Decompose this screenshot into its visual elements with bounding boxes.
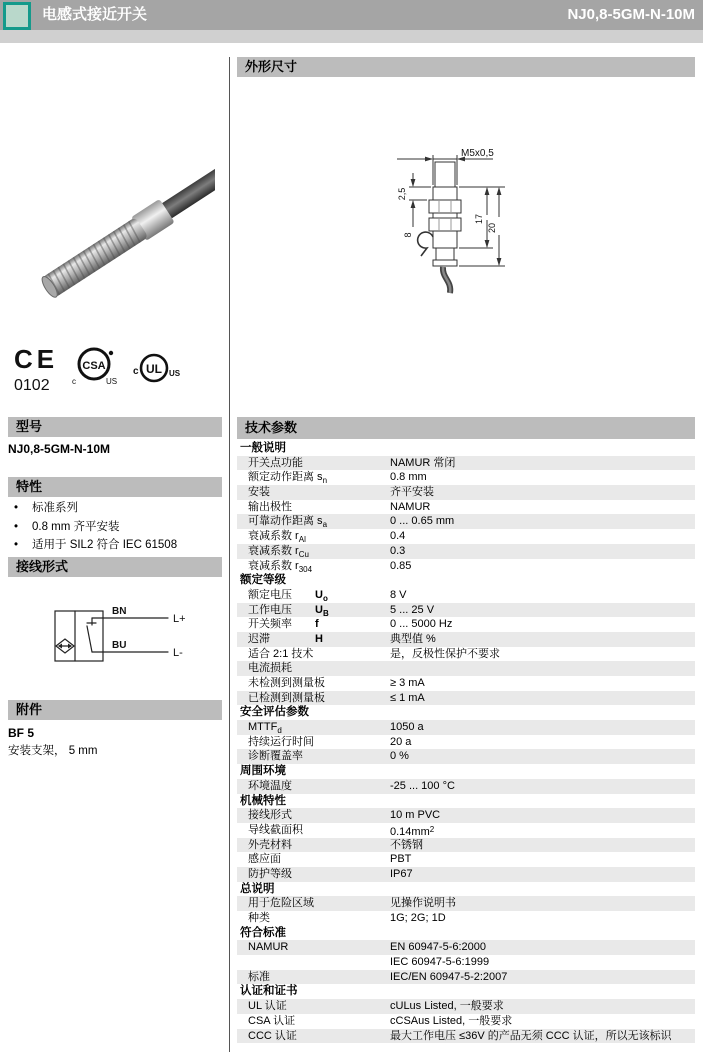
table-subsection-header: 额定等级 [240,574,286,587]
row-value: IEC 60947-5-6:1999 [390,956,490,969]
bullet-icon: • [14,539,19,551]
row-label: NAMUR [248,941,289,954]
table-row [237,647,695,662]
table-subsection-header: 符合标准 [240,926,286,939]
row-label [248,955,390,970]
row-value: EN 60947-5-6:2000 [390,941,487,954]
table-subsection-header: 机械特性 [240,794,286,807]
row-label: 衰减系数 $r_{Cu}$ [248,544,309,559]
svg-text:0102: 0102 [14,377,50,394]
row-label: 安装 [248,486,270,499]
table-row [237,940,695,955]
row-value: 齐平安装 [390,486,434,499]
dim-17-label: 17 [474,213,484,225]
svg-text:c: c [133,366,139,377]
row-label: $MTTF_d$ [248,721,282,736]
row-value: PBT [390,853,412,866]
dim-wrench-size-label: 8 [403,232,413,238]
table-row [237,632,695,647]
row-label: 种类 [248,912,270,924]
row-value: 是，反极性保护不要求 [390,647,500,660]
row-value: 8 V [390,588,407,601]
row-value: 见操作说明书 [390,897,456,910]
dim-thread-label: M5x0,5 [461,148,494,159]
row-label: 额定电压 $U_o$ [248,588,390,603]
tech-section-header: 技术参数 [237,417,695,439]
accessories-section-header: 附件 [8,700,222,720]
table-row [237,823,695,838]
row-value: 20 a [390,735,412,748]
row-value: 1G; 2G; 1D [390,912,446,924]
row-value: ≤ 1 mA [390,691,425,704]
product-photo [10,60,215,335]
feature-item: • 适用于 SIL2 符合 IEC 61508 [8,536,222,555]
row-value: -25 ... 100 °C [390,779,455,792]
certification-logos [8,338,222,398]
row-value: 最大工作电压 ≤36V 的产品无须 CCC 认证，所以无该标识 [390,1029,672,1042]
connection-diagram [8,598,222,673]
table-row [237,867,695,882]
row-symbol: H [315,632,323,645]
ce-mark-icon [14,344,58,394]
row-value: 1050 a [390,721,424,734]
dim-2-5-label: 2,5 [397,187,407,201]
table-row [237,676,695,691]
table-subsection-header: 总说明 [240,882,275,895]
page-title: 电感式接近开关 [42,6,148,23]
row-label: 工作电压 $U_B$ [248,603,390,618]
table-row [237,838,695,853]
table-row [237,661,695,676]
table-row [237,779,695,794]
row-value [390,661,695,676]
tech-data-table [237,441,695,1043]
table-subsection-header: 认证和证书 [240,985,298,998]
connection-section-header: 接线形式 [8,557,222,577]
table-row [237,544,695,559]
wire-lplus-label: L+ [173,613,186,625]
header-model-number: NJ0,8-5GM-N-10M [567,6,695,23]
table-row [237,970,695,985]
table-row [237,808,695,823]
wire-bu-label: BU [112,640,127,651]
row-value: ≥ 3 mA [390,677,425,689]
accessory-description: 安装支架， 5 mm [8,745,98,757]
svg-text:CE: CE [14,344,59,374]
sensor-cable [159,102,215,221]
table-row [237,514,695,529]
svg-text:US: US [169,369,181,378]
row-value: IEC/EN 60947-5-2:2007 [390,970,508,983]
row-label: 已检测到测量板 [248,691,325,704]
csa-mark-icon [72,349,117,386]
row-label: 额定动作距离 $s_n$ [248,471,328,486]
row-label: 标准 [248,970,270,983]
table-row [237,691,695,706]
features-list [8,499,222,555]
row-symbol: $U_B$ [315,603,329,618]
brand-logo-icon [3,2,31,30]
row-label: 衰减系数 $r_{Al}$ [248,530,306,545]
table-row [237,500,695,515]
bullet-icon: • [14,502,19,514]
row-symbol: f [315,618,319,631]
svg-text:c: c [72,377,76,386]
row-value: 5 ... 25 V [390,603,435,616]
bullet-icon: • [14,520,19,533]
table-subsection-header: 周围环境 [240,765,286,778]
row-label: CCC 认证 [248,1029,297,1042]
row-value: NAMUR 常闭 [390,456,456,469]
model-section-header: 型号 [8,417,222,437]
table-row [237,1029,695,1044]
feature-item: • 标准系列 [8,499,222,518]
row-label: CSA 认证 [248,1014,296,1027]
table-row [237,588,695,603]
row-value: $0.14mm^2$ [390,824,435,838]
table-row [237,559,695,574]
row-label: 电流损耗 [248,662,292,675]
table-row [237,852,695,867]
header-sub-strip [0,30,703,43]
row-label: 感应面 [248,853,281,866]
table-row [237,911,695,926]
row-symbol: $U_o$ [315,588,328,603]
row-value: 0 ... 0.65 mm [390,515,455,528]
ul-mark-icon [133,355,181,381]
table-row [237,955,695,970]
row-label: 导线截面积 [248,823,303,836]
table-row [237,749,695,764]
wire-bn-label: BN [112,606,127,617]
row-value: 0.4 [390,530,406,543]
row-value: 典型值 % [390,632,436,645]
row-label: 迟滞 H [248,632,323,645]
row-value: 10 m PVC [390,809,441,822]
row-label: 适合 2:1 技术 [248,647,314,660]
row-label: 可靠动作距离 $s_a$ [248,515,328,530]
row-label: 用于危险区域 [248,897,314,910]
wire-lminus-label: L- [173,647,183,659]
table-row [237,529,695,544]
svg-text:CSA: CSA [82,360,106,372]
row-label: 外壳材料 [248,838,292,851]
column-divider [229,57,230,1052]
row-label: 防护等级 [248,867,292,880]
row-value: 0.8 mm [390,471,427,484]
row-label: 接线形式 [248,809,292,822]
table-row [237,470,695,485]
row-label: 开关点功能 [248,456,303,469]
table-row [237,485,695,500]
features-section-header: 特性 [8,477,222,497]
svg-text:UL: UL [146,362,162,376]
table-subsection-header: 安全评估参数 [240,706,309,719]
row-value: cULus Listed, 一般要求 [390,1000,504,1013]
table-row [237,603,695,618]
row-label: 未检测到测量板 [248,677,325,689]
row-value: 0 % [390,750,409,763]
table-subsection-header: 一般说明 [240,442,286,454]
row-label: 输出极性 [248,500,292,513]
table-row [237,999,695,1014]
accessory-name: BF 5 [8,726,35,740]
dim-20-label: 20 [487,222,497,234]
row-label: 环境温度 [248,779,292,792]
dimensions-section-header: 外形尺寸 [237,57,695,77]
feature-item: • 0.8 mm 齐平安装 [8,518,222,537]
row-label: 衰减系数 $r_{304}$ [248,559,313,574]
row-value: 0.3 [390,544,406,557]
row-value: 0 ... 5000 Hz [390,618,453,631]
table-row [237,617,695,632]
row-value: NAMUR [390,500,431,513]
row-label: 持续运行时间 [248,735,314,748]
model-number: NJ0,8-5GM-N-10M [8,442,111,456]
table-row [237,720,695,735]
row-label: 开关频率 f [248,618,319,631]
table-row [237,735,695,750]
row-label: UL 认证 [248,1000,287,1013]
table-row [237,456,695,471]
row-value: IP67 [390,867,413,880]
row-label: 诊断覆盖率 [248,750,303,763]
table-row [237,1014,695,1029]
row-value: 0.85 [390,559,412,572]
dimension-drawing [237,85,695,335]
table-row [237,896,695,911]
row-value: cCSAus Listed, 一般要求 [390,1014,513,1027]
svg-text:US: US [106,377,118,386]
row-value: 不锈钢 [390,838,423,851]
